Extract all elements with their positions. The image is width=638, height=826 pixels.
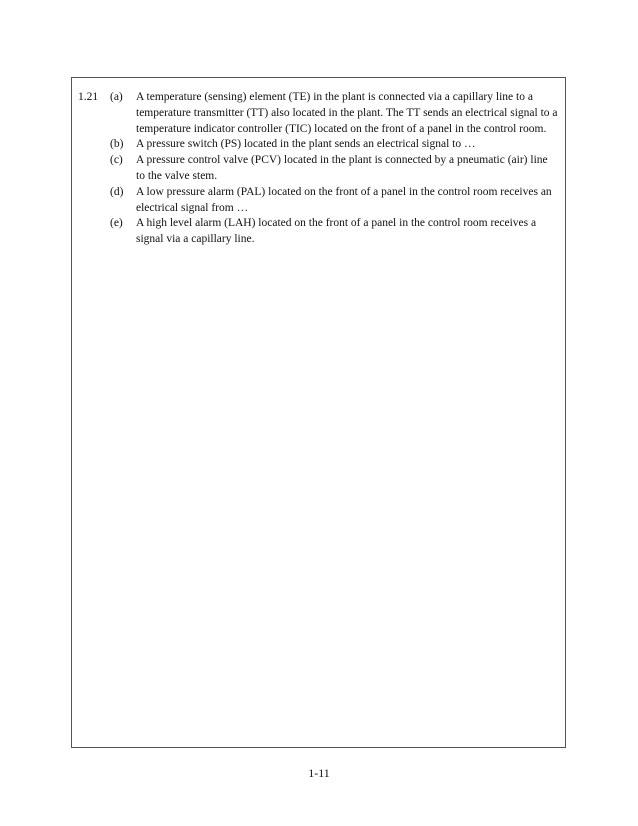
part-label: (c) (110, 154, 123, 167)
part-text: A pressure switch (PS) located in the plant sends an electrical signal to … (136, 138, 476, 151)
part-text: A pressure control valve (PCV) located in the plant is connected by a pneumatic (air) line to the valve stem. (136, 154, 548, 182)
part-label: (e) (110, 217, 123, 230)
problem-1-21 (78, 90, 559, 248)
part-e (78, 216, 559, 248)
part-text: A temperature (sensing) element (TE) in the plant is connected via a capillary line to a temperature transmitter (TT) also located in the plant. The TT sends an electrical signal to a temperature indicator controller (TIC) located on the front of a panel in the control room. (136, 91, 558, 135)
part-a (78, 90, 559, 137)
part-label: (a) (110, 91, 123, 103)
problem-number: 1.21 (78, 91, 99, 103)
part-label: (d) (110, 185, 124, 198)
part-b (78, 137, 559, 153)
answer-box (71, 77, 566, 748)
part-text: A high level alarm (LAH) located on the front of a panel in the control room receives a signal via a capillary line. (136, 217, 537, 246)
part-c (78, 153, 559, 185)
part-text: A low pressure alarm (PAL) located on the front of a panel in the control room receives an electrical signal from … (136, 185, 552, 214)
part-label: (b) (110, 138, 124, 151)
page-number: 1-11 (308, 766, 330, 780)
part-d (78, 185, 559, 217)
